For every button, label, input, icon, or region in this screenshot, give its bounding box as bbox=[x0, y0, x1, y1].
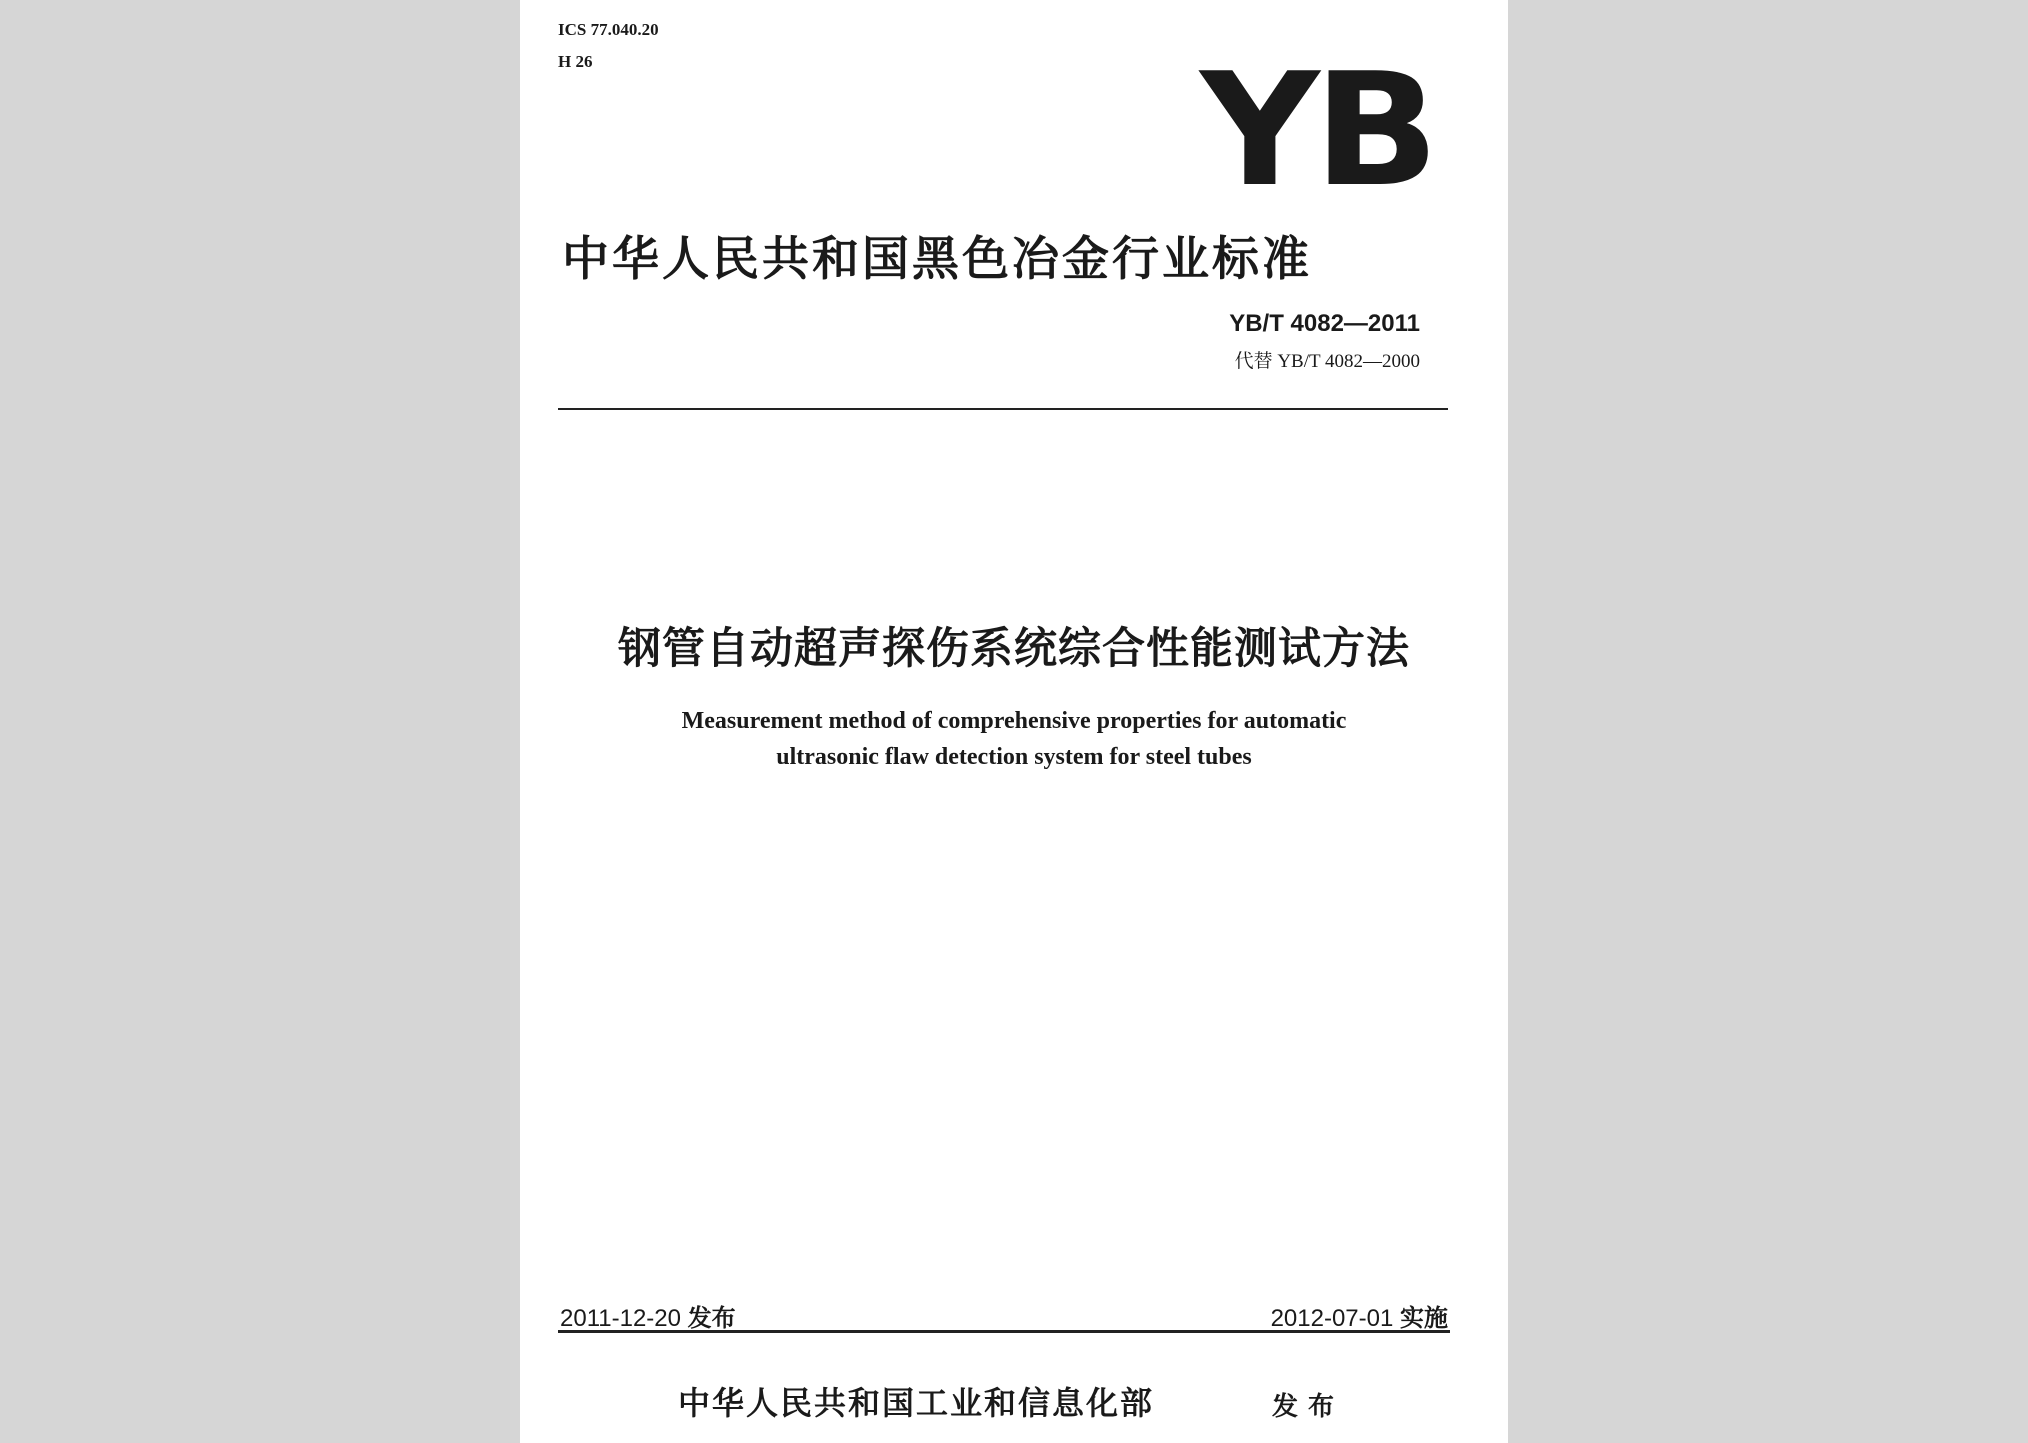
title-english-line-1: Measurement method of comprehensive properties for automatic bbox=[681, 708, 1347, 734]
yb-logo: YB bbox=[1200, 39, 1434, 221]
publisher-name: 中华人民共和国工业和信息化部 bbox=[678, 1384, 1155, 1422]
publish-label: 发布 bbox=[1272, 1392, 1345, 1422]
implement-label: 实施 bbox=[1400, 1304, 1448, 1332]
standard-organization: 中华人民共和国黑色冶金行业标准 bbox=[562, 232, 1312, 287]
ics-code: ICS 77.040.20 bbox=[558, 20, 659, 39]
implement-date: 2012-07-01 bbox=[1270, 1305, 1394, 1332]
standard-number: YB/T 4082—2011 bbox=[1229, 310, 1420, 337]
implement-date-block bbox=[1271, 1298, 1448, 1333]
title-chinese: 钢管自动超声探伤系统综合性能测试方法 bbox=[618, 624, 1410, 674]
document-page bbox=[520, 0, 1508, 1443]
title-english-line-2: ultrasonic flaw detection system for steel tubes bbox=[776, 744, 1252, 770]
issue-label: 发布 bbox=[687, 1304, 736, 1332]
ccs-code: H 26 bbox=[558, 52, 593, 71]
issue-date-block bbox=[560, 1298, 736, 1333]
replaces-standard: 代替 YB/T 4082—2000 bbox=[1234, 351, 1420, 372]
bottom-divider bbox=[558, 1330, 1450, 1333]
issue-date: 2011-12-20 bbox=[560, 1305, 681, 1332]
top-divider bbox=[558, 408, 1448, 410]
